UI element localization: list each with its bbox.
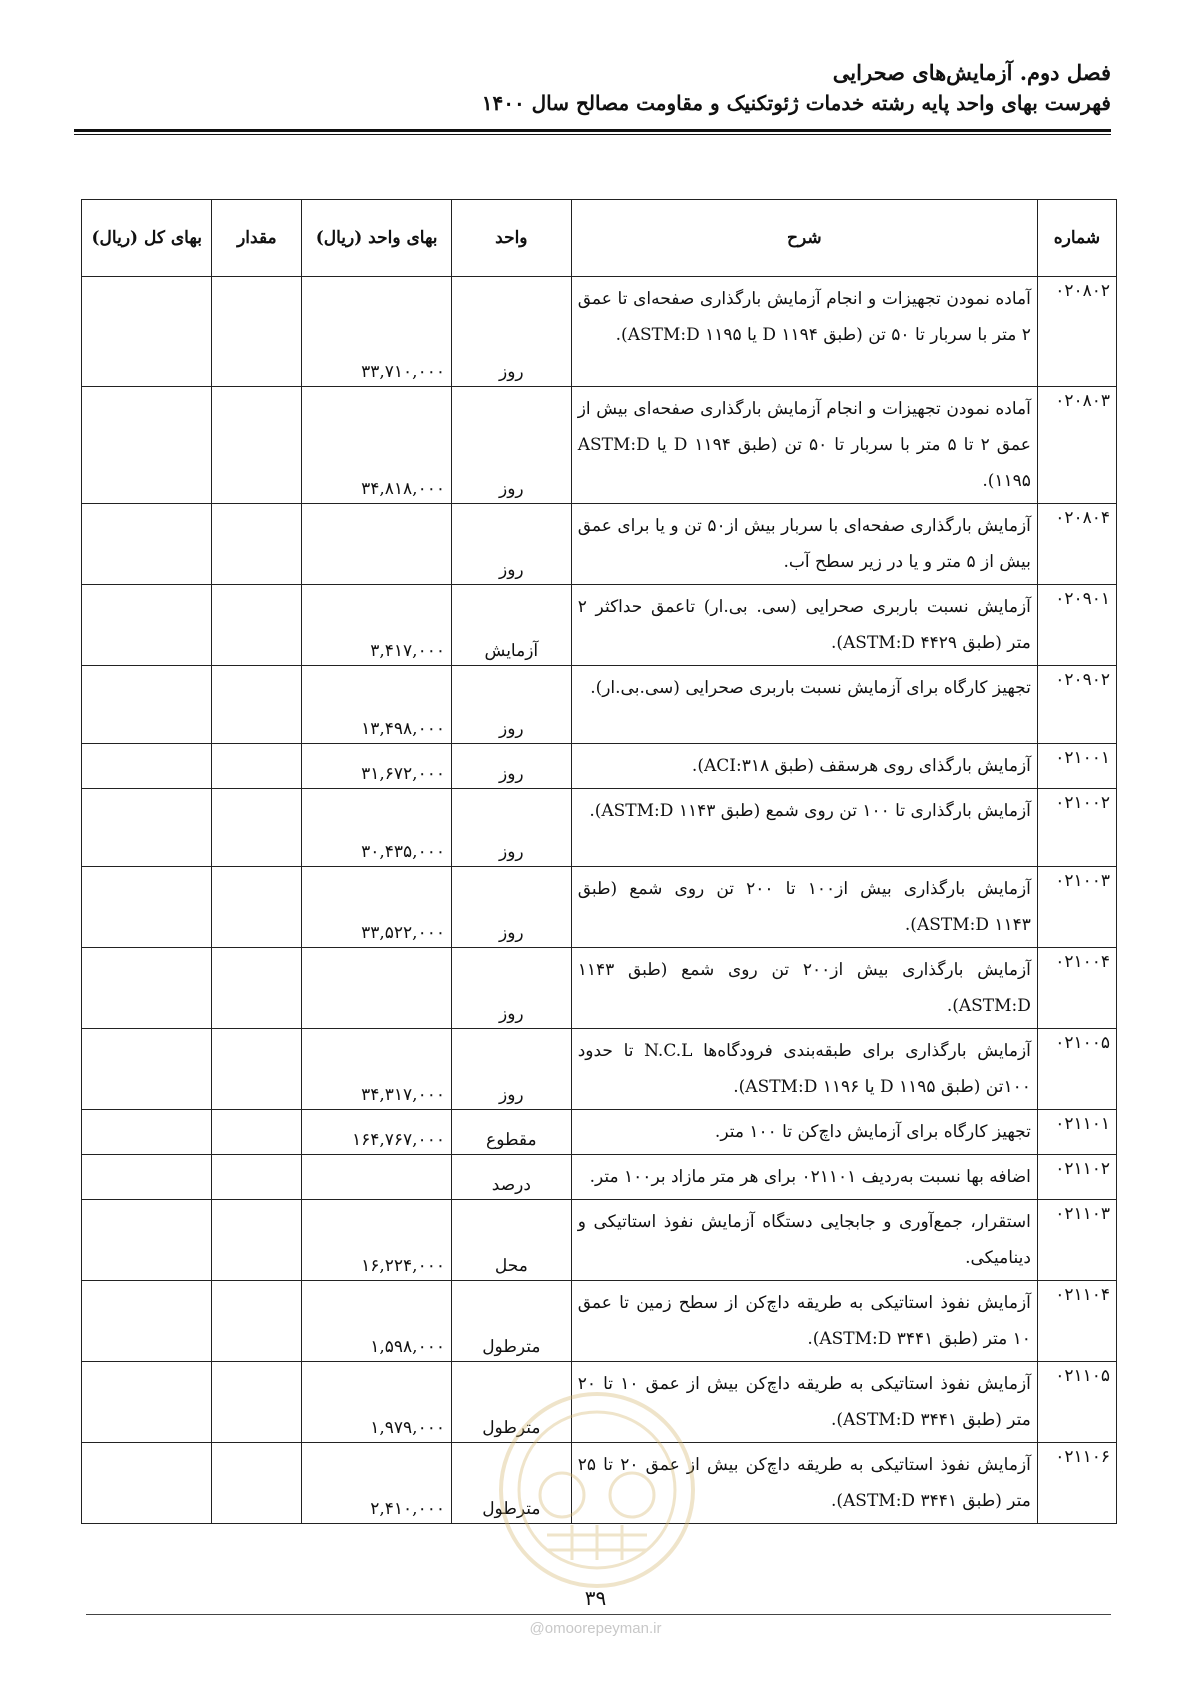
- table-row: [82, 1110, 1117, 1155]
- row-description: آزمایش نفوذ استاتیکی به طریقه داچ‌کن بیش از عمق ۱۰ تا ۲۰ متر (طبق ASTM:D ۳۴۴۱).: [571, 1362, 1037, 1443]
- row-unit-price: [302, 948, 452, 1029]
- row-quantity: [212, 504, 302, 585]
- header-rule-thick: [74, 129, 1111, 132]
- row-unit-price: ۳۴,۸۱۸,۰۰۰: [302, 387, 452, 504]
- row-quantity: [212, 1362, 302, 1443]
- row-unit: روز: [451, 277, 571, 387]
- row-number: ۰۲۱۱۰۲: [1037, 1155, 1116, 1200]
- row-quantity: [212, 1443, 302, 1524]
- table-row: [82, 585, 1117, 666]
- row-number: ۰۲۰۹۰۲: [1037, 666, 1116, 744]
- row-description: آماده نمودن تجهیزات و انجام آزمایش بارگذاری صفحه‌ای بیش از عمق ۲ تا ۵ متر با سربار تا ۵۰ تن (طبق D ۱۱۹۴ یا ASTM:D ۱۱۹۵).: [571, 387, 1037, 504]
- table-header-row: [82, 200, 1117, 277]
- table-row: [82, 387, 1117, 504]
- row-number: ۰۲۱۰۰۲: [1037, 789, 1116, 867]
- row-description: آزمایش نفوذ استاتیکی به طریقه داچ‌کن بیش از عمق ۲۰ تا ۲۵ متر (طبق ASTM:D ۳۴۴۱).: [571, 1443, 1037, 1524]
- row-unit-price: [302, 504, 452, 585]
- row-total-price: [82, 387, 212, 504]
- row-total-price: [82, 744, 212, 789]
- watermark-logo-icon: [492, 1385, 702, 1595]
- header-number: شماره: [1037, 200, 1116, 277]
- watermark-site: @omoorepeyman.ir: [529, 1620, 662, 1637]
- document-subtitle: فهرست بهای واحد پایه رشته خدمات ژئوتکنیک و مقاومت مصالح سال ۱۴۰۰: [481, 91, 1111, 115]
- row-unit: روز: [451, 1029, 571, 1110]
- header-quantity: مقدار: [212, 200, 302, 277]
- row-unit: روز: [451, 789, 571, 867]
- row-quantity: [212, 867, 302, 948]
- row-quantity: [212, 666, 302, 744]
- row-description: آزمایش نفوذ استاتیکی به طریقه داچ‌کن از سطح زمین تا عمق ۱۰ متر (طبق ASTM:D ۳۴۴۱).: [571, 1281, 1037, 1362]
- row-number: ۰۲۱۱۰۱: [1037, 1110, 1116, 1155]
- price-list-table: [81, 199, 1117, 1524]
- table-row: [82, 504, 1117, 585]
- row-description: آماده نمودن تجهیزات و انجام آزمایش بارگذاری صفحه‌ای تا عمق ۲ متر با سربار تا ۵۰ تن (طبق D ۱۱۹۴ یا ASTM:D ۱۱۹۵).: [571, 277, 1037, 387]
- row-unit-price: ۱,۵۹۸,۰۰۰: [302, 1281, 452, 1362]
- row-total-price: [82, 1362, 212, 1443]
- header-unit: واحد: [451, 200, 571, 277]
- row-quantity: [212, 789, 302, 867]
- row-total-price: [82, 867, 212, 948]
- row-unit: روز: [451, 666, 571, 744]
- row-number: ۰۲۰۸۰۲: [1037, 277, 1116, 387]
- row-description: استقرار، جمع‌آوری و جابجایی دستگاه آزمایش نفوذ استاتیکی و دینامیکی.: [571, 1200, 1037, 1281]
- row-quantity: [212, 948, 302, 1029]
- header-total-price: بهای کل (ریال): [82, 200, 212, 277]
- row-number: ۰۲۱۱۰۳: [1037, 1200, 1116, 1281]
- table-row: [82, 277, 1117, 387]
- row-quantity: [212, 1029, 302, 1110]
- row-unit: روز: [451, 948, 571, 1029]
- table-row: [82, 867, 1117, 948]
- row-number: ۰۲۱۰۰۳: [1037, 867, 1116, 948]
- row-description: آزمایش بارگذاری صفحه‌ای با سربار بیش از۵۰ تن و یا برای عمق بیش از ۵ متر و یا در زیر سطح آب.: [571, 504, 1037, 585]
- row-unit-price: ۱۶,۲۲۴,۰۰۰: [302, 1200, 452, 1281]
- row-unit-price: ۱۳,۴۹۸,۰۰۰: [302, 666, 452, 744]
- row-total-price: [82, 1281, 212, 1362]
- row-description: آزمایش بارگذای روی هرسقف (طبق ACI:۳۱۸).: [571, 744, 1037, 789]
- row-unit: محل: [451, 1200, 571, 1281]
- row-number: ۰۲۱۱۰۴: [1037, 1281, 1116, 1362]
- row-number: ۰۲۱۰۰۵: [1037, 1029, 1116, 1110]
- row-quantity: [212, 1200, 302, 1281]
- row-quantity: [212, 1281, 302, 1362]
- row-unit-price: ۳۱,۶۷۲,۰۰۰: [302, 744, 452, 789]
- row-description: آزمایش بارگذاری بیش از۲۰۰ تن روی شمع (طبق ۱۱۴۳ ASTM:D).: [571, 948, 1037, 1029]
- row-unit: مترطول: [451, 1362, 571, 1443]
- row-unit: روز: [451, 867, 571, 948]
- row-description: اضافه بها نسبت به‌ردیف ۰۲۱۱۰۱ برای هر متر مازاد بر۱۰۰ متر.: [571, 1155, 1037, 1200]
- row-number: ۰۲۰۹۰۱: [1037, 585, 1116, 666]
- row-number: ۰۲۱۱۰۶: [1037, 1443, 1116, 1524]
- row-quantity: [212, 744, 302, 789]
- row-number: ۰۲۰۸۰۳: [1037, 387, 1116, 504]
- row-unit-price: ۱,۹۷۹,۰۰۰: [302, 1362, 452, 1443]
- row-unit: روز: [451, 387, 571, 504]
- row-total-price: [82, 1029, 212, 1110]
- row-quantity: [212, 1155, 302, 1200]
- row-quantity: [212, 387, 302, 504]
- row-total-price: [82, 1443, 212, 1524]
- row-unit-price: [302, 1155, 452, 1200]
- table-row: [82, 666, 1117, 744]
- footer-rule: [86, 1614, 1111, 1615]
- table-row: [82, 1200, 1117, 1281]
- row-description: تجهیز کارگاه برای آزمایش داچ‌کن تا ۱۰۰ متر.: [571, 1110, 1037, 1155]
- page-number: ۳۹: [584, 1586, 607, 1610]
- table-row: [82, 1029, 1117, 1110]
- row-total-price: [82, 1155, 212, 1200]
- row-unit: مقطوع: [451, 1110, 571, 1155]
- table-row: [82, 789, 1117, 867]
- row-description: تجهیز کارگاه برای آزمایش نسبت باربری صحرایی (سی.بی.ار).: [571, 666, 1037, 744]
- row-total-price: [82, 1200, 212, 1281]
- row-quantity: [212, 277, 302, 387]
- header-rule-thin: [74, 134, 1111, 135]
- row-unit: مترطول: [451, 1443, 571, 1524]
- table-row: [82, 1155, 1117, 1200]
- table-row: [82, 948, 1117, 1029]
- row-unit-price: ۳۰,۴۳۵,۰۰۰: [302, 789, 452, 867]
- chapter-title: فصل دوم. آزمایش‌های صحرایی: [832, 60, 1111, 85]
- row-unit: مترطول: [451, 1281, 571, 1362]
- row-quantity: [212, 585, 302, 666]
- row-description: آزمایش نسبت باربری صحرایی (سی. بی.ار) تاعمق حداکثر ۲ متر (طبق ASTM:D ۴۴۲۹).: [571, 585, 1037, 666]
- row-number: ۰۲۱۰۰۴: [1037, 948, 1116, 1029]
- table-row: [82, 1281, 1117, 1362]
- row-unit-price: ۱۶۴,۷۶۷,۰۰۰: [302, 1110, 452, 1155]
- header-unit-price: بهای واحد (ریال): [302, 200, 452, 277]
- row-quantity: [212, 1110, 302, 1155]
- row-unit-price: ۳۳,۷۱۰,۰۰۰: [302, 277, 452, 387]
- row-total-price: [82, 666, 212, 744]
- row-unit: روز: [451, 504, 571, 585]
- row-total-price: [82, 277, 212, 387]
- row-total-price: [82, 1110, 212, 1155]
- row-unit-price: ۳۴,۳۱۷,۰۰۰: [302, 1029, 452, 1110]
- row-unit-price: ۳,۴۱۷,۰۰۰: [302, 585, 452, 666]
- page-header: [74, 58, 1111, 118]
- row-unit: آزمایش: [451, 585, 571, 666]
- row-unit: درصد: [451, 1155, 571, 1200]
- row-total-price: [82, 948, 212, 1029]
- row-number: ۰۲۱۰۰۱: [1037, 744, 1116, 789]
- row-description: آزمایش بارگذاری بیش از۱۰۰ تا ۲۰۰ تن روی شمع (طبق ASTM:D ۱۱۴۳).: [571, 867, 1037, 948]
- header-description: شرح: [571, 200, 1037, 277]
- row-total-price: [82, 504, 212, 585]
- row-total-price: [82, 585, 212, 666]
- row-total-price: [82, 789, 212, 867]
- row-number: ۰۲۱۱۰۵: [1037, 1362, 1116, 1443]
- row-number: ۰۲۰۸۰۴: [1037, 504, 1116, 585]
- row-unit: روز: [451, 744, 571, 789]
- row-unit-price: ۳۳,۵۲۲,۰۰۰: [302, 867, 452, 948]
- row-description: آزمایش بارگذاری برای طبقه‌بندی فرودگاه‌ها N.C.L تا حدود ۱۰۰تن (طبق D ۱۱۹۵ یا ASTM:D ۱۱۹۶).: [571, 1029, 1037, 1110]
- table-row: [82, 744, 1117, 789]
- row-description: آزمایش بارگذاری تا ۱۰۰ تن روی شمع (طبق ۱۱۴۳ ASTM:D).: [571, 789, 1037, 867]
- row-unit-price: ۲,۴۱۰,۰۰۰: [302, 1443, 452, 1524]
